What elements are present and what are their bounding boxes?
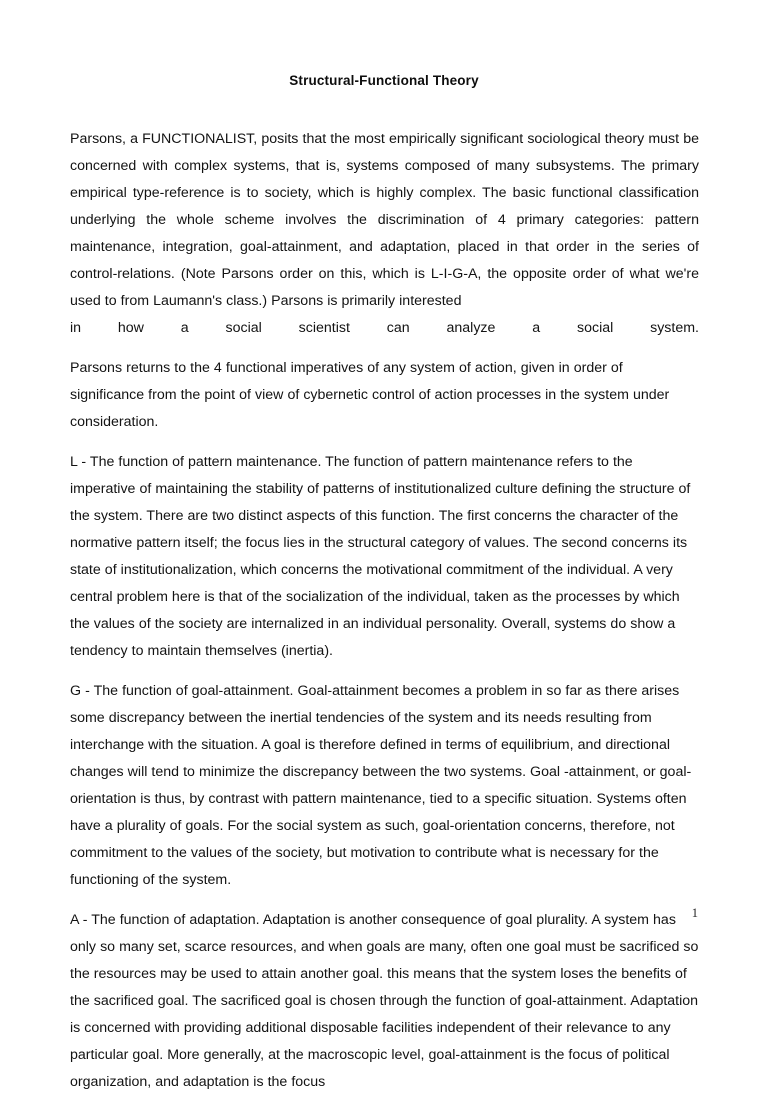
document-body [70, 126, 699, 1109]
page-number: 1 [691, 906, 698, 920]
paragraph-intro-text: Parsons, a FUNCTIONALIST, posits that the most empirically significant sociological theory must be concerned with complex systems, that is, systems composed of many subsystems. The primary empirical type-reference is to society, which is highly complex. The basic functional classification underlying the whole scheme involves the discrimination of 4 primary categories: pattern maintenance, integration, goal-attainment, and adaptation, placed in that order in the series of control-relations. (Note Parsons order on this, which is L-I-G-A, the opposite order of what we're used to from Laumann's class.) Parsons is primarily interested [70, 131, 699, 309]
paragraph-function-l: L - The function of pattern maintenance. The function of pattern maintenance refers to the imperative of maintaining the stability of patterns of institutionalized culture defining the structure of the system. There are two distinct aspects of this function. The first concerns the character of the normative pattern itself; the focus lies in the structural category of values. The second concerns its state of institutionalization, which concerns the motivational commitment of the individual. A very central problem here is that of the socialization of the individual, taken as the processes by which the values of the society are internalized in an individual personality. Overall, systems do show a tendency to maintain themselves (inertia). [70, 454, 691, 659]
page-title: Structural-Functional Theory [289, 73, 479, 88]
paragraph-function-a: A - The function of adaptation. Adaptation is another consequence of goal plurality. A system has only so many set, scarce resources, and when goals are many, often one goal must be sacrificed so the resources may be used to attain another goal. this means that the system loses the benefits of the sacrificed goal. The sacrificed goal is chosen through the function of goal-attainment. Adaptation is concerned with providing additional disposable facilities independent of their relevance to any particular goal. More generally, at the macroscopic level, goal-attainment is the focus of political organization, and adaptation is the focus [70, 912, 699, 1090]
paragraph-function-g: G - The function of goal-attainment. Goal-attainment becomes a problem in so far as there arises some discrepancy between the inertial tendencies of the system and its needs resulting from interchange with the situation. A goal is therefore defined in terms of equilibrium, and directional changes will tend to minimize the discrepancy between the two systems. Goal -attainment, or goal- orientation is thus, by contrast with pattern maintenance, tied to a specific situation. Systems often have a plurality of goals. For the social system as such, goal-orientation concerns, therefore, not commitment to the values of the society, but motivation to contribute what is necessary for the functioning of the system. [70, 683, 692, 888]
paragraph-intro [70, 126, 699, 342]
paragraph-imperatives: Parsons returns to the 4 functional imperatives of any system of action, given in order of significance from the point of view of cybernetic control of action processes in the system under consideration. [70, 360, 670, 430]
paragraph-intro-last-line: in how a social scientist can analyze a social system. [70, 320, 699, 336]
